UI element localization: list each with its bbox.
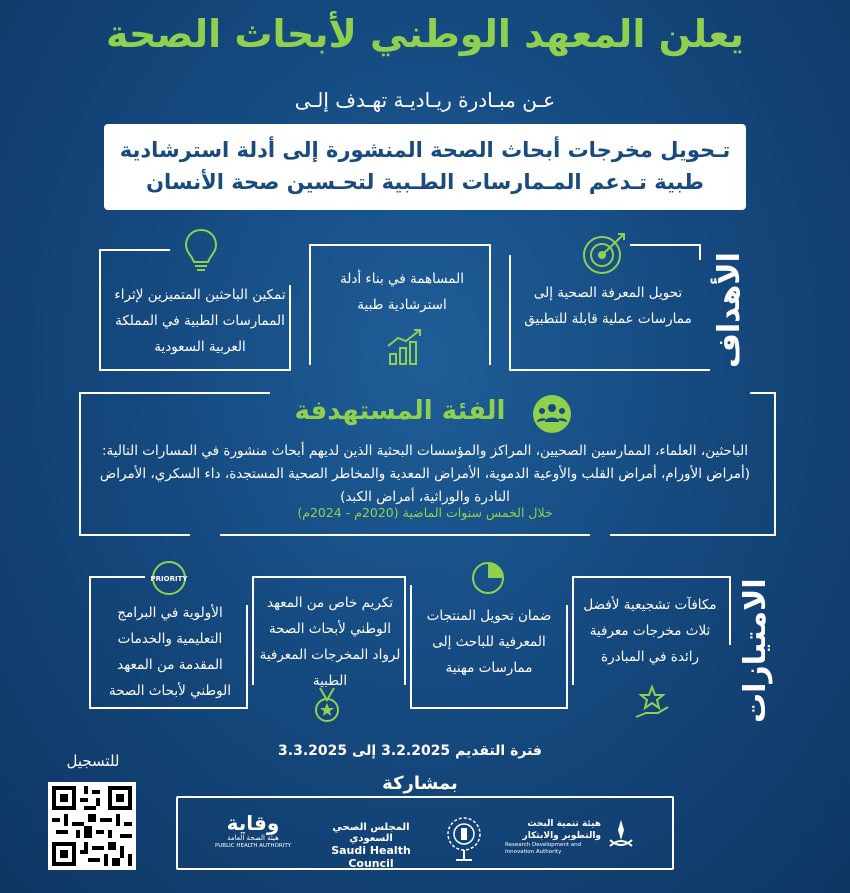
banner-line-2: طبية تـدعم المـمارسات الطـبية لتحـسين صحة الأنسان (146, 170, 704, 194)
banner-line-1: تـحويل مخرجات أبحاث الصحة المنشورة إلى أدلة استرشادية (119, 138, 731, 162)
feature-item-4: الأولوية في البرامج التعليمية والخدمات المقدمة من المعهد الوطني لأبحاث الصحة (108, 605, 231, 699)
target-icon (580, 228, 630, 278)
lightbulb-icon (180, 226, 222, 274)
feature-item-2: ضمان تحويل المنتجات المعرفية للباحث إلى ممارسات مهنية (426, 608, 552, 676)
goal-item-1: تحويل المعرفة الصحية إلى ممارسات عملية قابلة للتطبيق (524, 285, 692, 327)
target-group-text: الباحثين، العلماء، الممارسين الصحيين، المراكز والمؤسسات البحثية الذين لديهم أبحاث منشورة في المسارات التالية: (أمراض الأورام، أمراض القلب والأوعية الدموية، الأمراض المعدية والمخاطر الصحية المستجدة، داء السكري، الأمراض النادرة والوراثية، أمراض الكبد) (99, 443, 751, 505)
growth-chart-icon (384, 326, 426, 368)
target-group-period-note: خلال الخمس سنوات الماضية (2020م - 2024م) (297, 505, 553, 520)
goal-item-3: تمكين الباحثين المتميزين لإثراء الممارسات الطبية في المملكة العربية السعودية (114, 287, 286, 355)
people-group-icon (530, 392, 574, 436)
goals-label: الأهداف (712, 252, 747, 368)
feature-item-1: مكافآت تشجيعية لأفضل ثلاث مخرجات معرفية رائدة في المبادرة (583, 597, 717, 665)
qr-code-icon (52, 786, 132, 866)
rdia-name-ar: هيئة تنمية البحث والتطوير والابتكار (522, 819, 601, 841)
saudi-emblem-icon (606, 816, 636, 856)
rdia-logo (505, 818, 601, 856)
period-from: 3.2.2025 (381, 743, 451, 759)
partners-title: بمشاركة (382, 773, 458, 794)
application-period (260, 743, 560, 759)
shc-emblem-icon (438, 810, 490, 864)
page-title: يعلن المعهد الوطني لأبحاث الصحة (105, 12, 745, 56)
pie-chart-icon (468, 558, 508, 598)
priority-badge-icon (146, 560, 192, 596)
feature-item-3: تكريم خاص من المعهد الوطني لأبحاث الصحة لرواد المخرجات المعرفية الطبية (259, 595, 401, 689)
weqaya-name-ar: وقاية (226, 811, 280, 835)
rdia-name-en: Research Development and Innovation Authority (505, 842, 582, 855)
registration-qr-code[interactable] (48, 782, 136, 870)
registration-label: للتسجيل (66, 752, 120, 770)
priority-badge-text: PRIORITY (150, 575, 188, 583)
goal-item-2: المساهمة في بناء أدلة استرشادية طبية (340, 271, 464, 313)
shc-name-ar: المجلس الصحي السعودي (332, 822, 410, 844)
target-group-title: الفئة المستهدفة (294, 396, 506, 426)
period-label: فترة التقديم (455, 743, 542, 759)
weqaya-logo (205, 812, 301, 850)
page-subtitle: عـن مبـادرة ريـاديـة تهـدف إلـى (294, 88, 556, 112)
stars-hand-icon (632, 683, 672, 723)
weqaya-sub-ar: هيئة الصحة العامة (227, 834, 279, 842)
shc-logo (310, 822, 432, 870)
weqaya-name-en: PUBLIC HEALTH AUTHORITY (214, 843, 292, 849)
initiative-banner (104, 124, 746, 210)
shc-name-en: Saudi Health Council (331, 844, 411, 870)
features-label: الامتيازات (738, 578, 773, 723)
period-to: 3.3.2025 (278, 743, 348, 759)
period-to-word: إلى (351, 743, 377, 759)
medal-icon (310, 686, 344, 724)
